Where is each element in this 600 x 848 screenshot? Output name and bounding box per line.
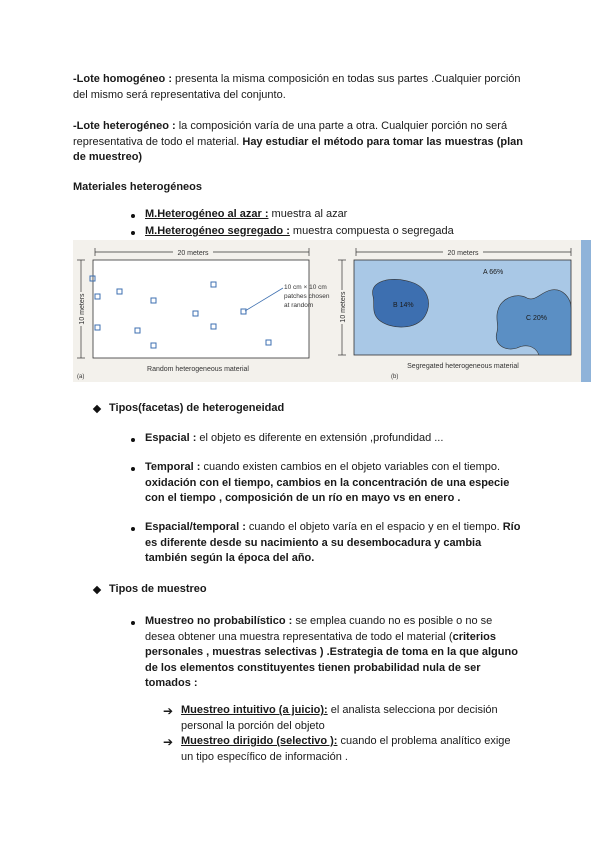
section-title: Tipos de muestreo [109,583,207,595]
emphasis-text: Hay estudiar el método para tomar las muestras (plan de muestreo) [73,135,523,163]
width-label: 20 meters [177,250,209,257]
list-item [145,460,527,507]
term-lote-homogeneo: -Lote homogéneo : [73,73,172,85]
panel-caption: Segregated heterogeneous material [407,363,519,370]
paragraph-lote-heterogeneo [73,119,528,166]
arrow-right-icon: ➔ [163,735,174,749]
panel-letter: (a) [77,374,85,380]
sub-item-term: Muestreo dirigido (selectivo ): [181,735,338,747]
term-lote-heterogeneo: -Lote heterogéneo : [73,120,176,132]
callout-line-1: 10 cm × 10 cm [284,284,327,291]
bullet-icon [131,231,135,235]
bullet-icon [131,467,135,471]
bullet-icon [131,621,135,625]
list-item-text: muestra compuesta o segregada [289,225,454,237]
callout-line-2: patches chosen [284,293,330,300]
list-item-term: M.Heterogéneo al azar : [145,208,269,220]
heading-materiales-heterogeneos: Materiales heterogéneos [73,181,202,193]
list-item [145,614,523,692]
arrow-right-icon: ➔ [163,704,174,718]
bullet-icon [131,527,135,531]
definition-text: presenta la misma composición en todas sus partes .Cualquier porción del mismo será representativa del conjunto. [73,73,521,101]
definition-text: la composición varía de una parte a otra. Cualquier porción no será representativa de todo el material. [73,120,508,148]
bullet-icon [131,214,135,218]
list-item-term: M.Heterogéneo segregado : [145,225,290,237]
sub-item-text: el analista selecciona por decisión personal la porción del objeto [181,704,498,732]
list-item-term: Espacial : [145,432,197,444]
height-label: 10 meters [340,291,347,323]
height-label: 10 meters [79,293,86,325]
callout-line-3: at random [284,302,314,309]
heterogeneity-figure [73,240,591,382]
diamond-bullet-icon [93,405,101,413]
list-item-text: muestra al azar [268,208,348,220]
list-item [145,207,347,223]
list-item-text: se emplea cuando no es posible o no se desea obtener una muestra representativa de todo el material ( [145,615,493,643]
panel-letter: (b) [391,374,399,380]
diamond-bullet-icon [93,586,101,594]
list-item-text: el objeto es diferente en extensión ,profundidad ... [196,432,444,444]
region-c-blob [496,290,571,355]
region-b-label: B 14% [393,302,414,309]
panel-caption: Random heterogeneous material [147,366,249,373]
list-item-emphasis: Río es diferente desde su nacimiento a su desembocadura y cambia también según la época del año. [145,521,521,564]
list-item-term: Temporal : [145,461,201,473]
region-a-label: A 66% [483,269,504,276]
list-item-text: cuando el objeto varía en el espacio y en el tiempo. [245,521,503,533]
list-item-emphasis: oxidación con el tiempo, cambios en la concentración de una especie con el tiempo , composición de un río en mayo vs en enero . [145,476,510,504]
width-label: 20 meters [447,250,479,257]
paragraph-lote-homogeneo [73,72,528,103]
region-c-label: C 20% [526,315,548,322]
sub-item-term: Muestreo intuitivo (a juicio): [181,704,328,716]
section-title: Tipos(facetas) de heterogeneidad [109,402,285,414]
list-item-emphasis: criterios personales , muestras selectivas ) .Estrategia de toma en la que alguno de los elementos constituyentes tienen probabilidad nula de ser tomados : [145,630,518,689]
sub-item-text: cuando el problema analítico exige un tipo específico de información . [181,735,511,763]
scan-edge-strip [581,240,591,382]
list-item [145,431,525,447]
list-item [145,520,525,567]
sub-list-item [181,734,521,765]
list-item-term: Muestreo no probabilístico : [145,615,293,627]
sub-list-item [181,703,521,734]
list-item [145,224,454,240]
bullet-icon [131,438,135,442]
list-item-text: cuando existen cambios en el objeto variables con el tiempo. [200,461,501,473]
list-item-term: Espacial/temporal : [145,521,246,533]
